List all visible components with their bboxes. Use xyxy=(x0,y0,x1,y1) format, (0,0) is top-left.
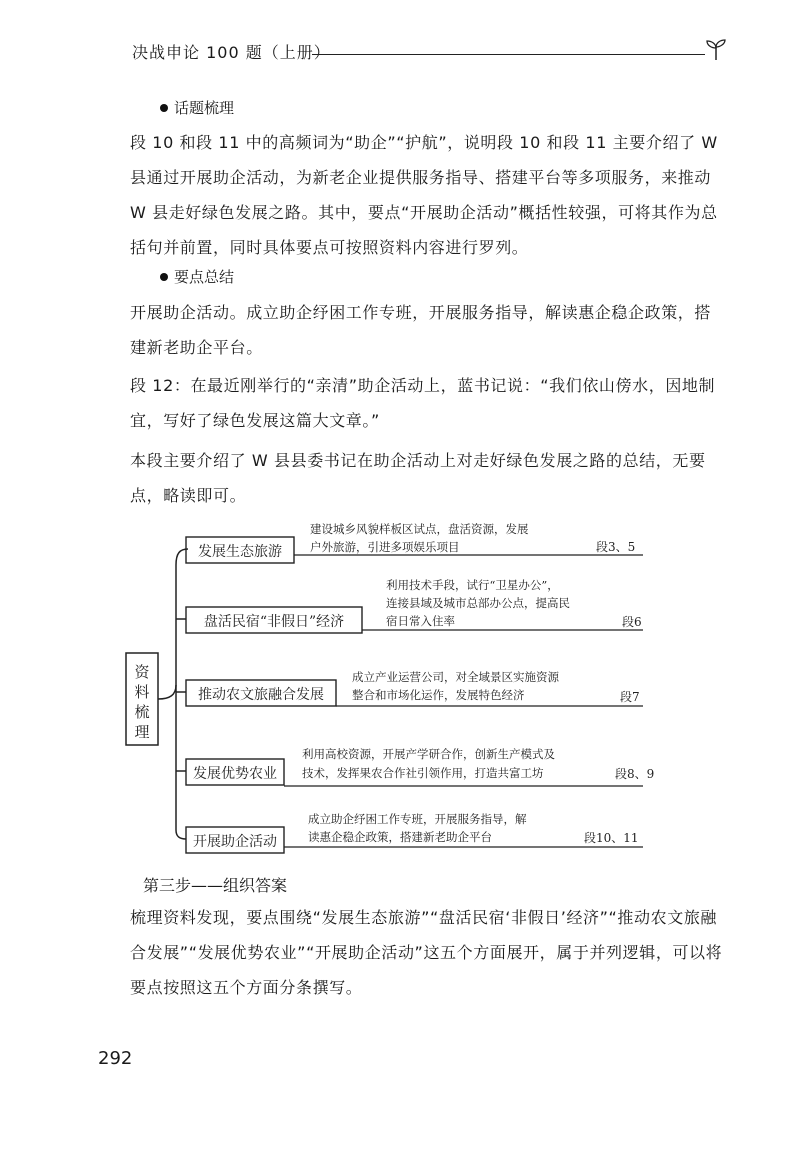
mindmap-root-char-1: 资 xyxy=(134,663,150,681)
branch-note-enterprise-support-1: 成立助企纾困工作专班，开展服务指导，解 xyxy=(308,812,527,826)
branch-note-agriculture-1: 利用高校资源，开展产学研合作，创新生产模式及 xyxy=(302,747,555,761)
branch-note-homestay-3: 宿日常入住率 xyxy=(386,614,455,628)
bullet-dot-icon xyxy=(160,273,168,281)
branch-note-homestay-1: 利用技术手段，试行“卫星办公”， xyxy=(386,578,559,592)
summary-paragraph: 开展助企活动。成立助企纾困工作专班，开展服务指导，解读惠企稳企政策，搭建新老助企平台。 xyxy=(130,303,712,357)
header-rule xyxy=(312,54,705,55)
summary-bullet xyxy=(160,266,234,287)
mindmap-root-char-3: 梳 xyxy=(134,703,150,721)
mindmap-root-char-4: 理 xyxy=(134,723,150,741)
branch-note-homestay-2: 连接县域及城市总部办公点，提高民 xyxy=(386,596,570,610)
branch-note-agriculture-2: 技术，发挥果农合作社引领作用，打造共富工坊 xyxy=(302,766,544,780)
branch-label-homestay: 盘活民宿“非假日”经济 xyxy=(203,614,345,630)
branch-note-enterprise-support-2: 读惠企稳企政策，搭建新老助企平台 xyxy=(308,830,492,844)
branch-label-agri-culture-tourism: 推动农文旅融合发展 xyxy=(198,687,324,703)
paragraph-12: 段 12：在最近刚举行的“亲清”助企活动上，蓝书记说：“我们依山傍水，因地制宜，写好了绿色发展这篇大文章。” xyxy=(130,376,716,430)
branch-ref-enterprise-support: 段10、11 xyxy=(584,831,639,845)
topic-bullet xyxy=(160,97,234,118)
topic-bullet-label: 话题梳理 xyxy=(174,99,235,117)
branch-ref-agriculture: 段8、9 xyxy=(615,767,655,781)
branch-note-agri-culture-tourism-2: 整合和市场化运作，发展特色经济 xyxy=(352,688,525,702)
step-title: 第三步——组织答案 xyxy=(143,876,288,895)
page-number: 292 xyxy=(98,1048,133,1069)
branch-label-agriculture: 发展优势农业 xyxy=(193,766,277,782)
branch-note-ecotourism-1: 建设城乡风貌样板区试点，盘活资源，发展 xyxy=(310,522,529,536)
final-paragraph: 梳理资料发现，要点围绕“发展生态旅游”“盘活民宿‘非假日’经济”“推动农文旅融合发展”“发展优势农业”“开展助企活动”这五个方面展开，属于并列逻辑，可以将要点按照这五个方面分条撰写。 xyxy=(130,908,723,997)
mindmap-root-char-2: 料 xyxy=(134,683,150,701)
material-mindmap xyxy=(118,515,655,855)
branch-label-enterprise-support: 开展助企活动 xyxy=(193,834,277,850)
branch-note-agri-culture-tourism-1: 成立产业运营公司，对全域景区实施资源 xyxy=(352,670,559,684)
paragraph-12-note: 本段主要介绍了 W 县县委书记在助企活动上对走好绿色发展之路的总结，无要点，略读即可。 xyxy=(130,451,706,505)
branch-label-ecotourism: 发展生态旅游 xyxy=(198,544,282,560)
branch-ref-agri-culture-tourism: 段7 xyxy=(620,690,640,704)
branch-ref-homestay: 段6 xyxy=(622,615,642,629)
topic-paragraph: 段 10 和段 11 中的高频词为“助企”“护航”，说明段 10 和段 11 主要介绍了 W 县通过开展助企活动，为新老企业提供服务指导、搭建平台等多项服务，来推动 W 县走好绿色发展之路。其中，要点“开展助企活动”概括性较强，可将其作为总括句并前置，同时具体要点可按照资料内容进行罗列。 xyxy=(130,133,718,257)
branch-note-ecotourism-2: 户外旅游，引进多项娱乐项目 xyxy=(310,540,460,554)
summary-bullet-label: 要点总结 xyxy=(174,268,235,286)
bullet-dot-icon xyxy=(160,104,168,112)
sprout-icon xyxy=(703,36,729,62)
branch-ref-ecotourism: 段3、5 xyxy=(596,540,636,554)
running-header: 决战申论 100 题（上册） xyxy=(132,43,331,62)
